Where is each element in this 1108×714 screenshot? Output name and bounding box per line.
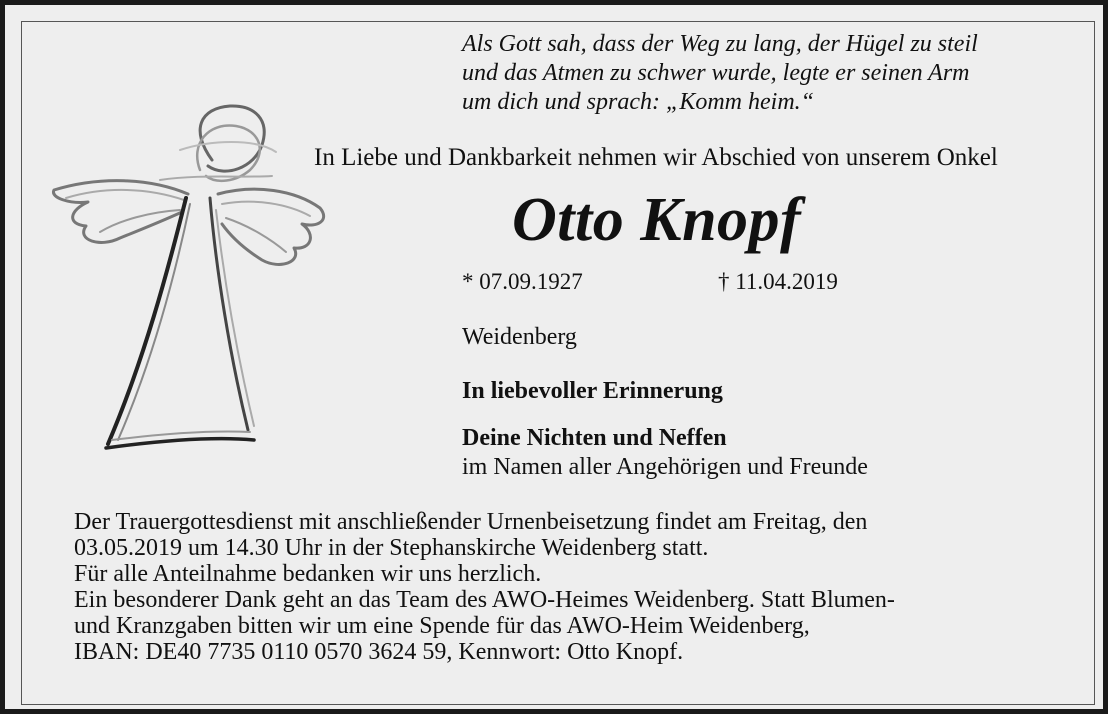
mourners-line: Deine Nichten und Neffen — [462, 425, 727, 451]
death-date: † 11.04.2019 — [718, 269, 838, 294]
epitaph-quote: Als Gott sah, dass der Weg zu lang, der Hügel zu steil und das Atmen zu schwer wurde, legte er seinen Arm um dich und sprach: „Komm heim.“ — [462, 31, 978, 115]
angel-icon — [40, 100, 340, 470]
remembrance-line: In liebevoller Erinnerung — [462, 378, 723, 404]
deceased-name: Otto Knopf — [512, 186, 802, 254]
thanks-paragraph: Für alle Anteilnahme bedanken wir uns herzlich. — [74, 561, 542, 587]
birth-date: * 07.09.1927 — [462, 269, 583, 294]
relatives-line: im Namen aller Angehörigen und Freunde — [462, 454, 868, 480]
hometown: Weidenberg — [462, 324, 577, 350]
donation-paragraph: Ein besonderer Dank geht an das Team des AWO-Heimes Weidenberg. Statt Blumen- und Kranzgaben bitten wir um eine Spende für das AWO-Heim Weidenberg, IBAN: DE40 7735 0110 0570 3624 59, Kennwort: Otto Knopf. — [74, 587, 895, 665]
farewell-intro: In Liebe und Dankbarkeit nehmen wir Abschied von unserem Onkel — [314, 144, 998, 171]
service-details — [74, 509, 1074, 665]
service-paragraph: Der Trauergottesdienst mit anschließender Urnenbeisetzung findet am Freitag, den 03.05.2019 um 14.30 Uhr in der Stephanskirche Weidenberg statt. — [74, 509, 868, 561]
